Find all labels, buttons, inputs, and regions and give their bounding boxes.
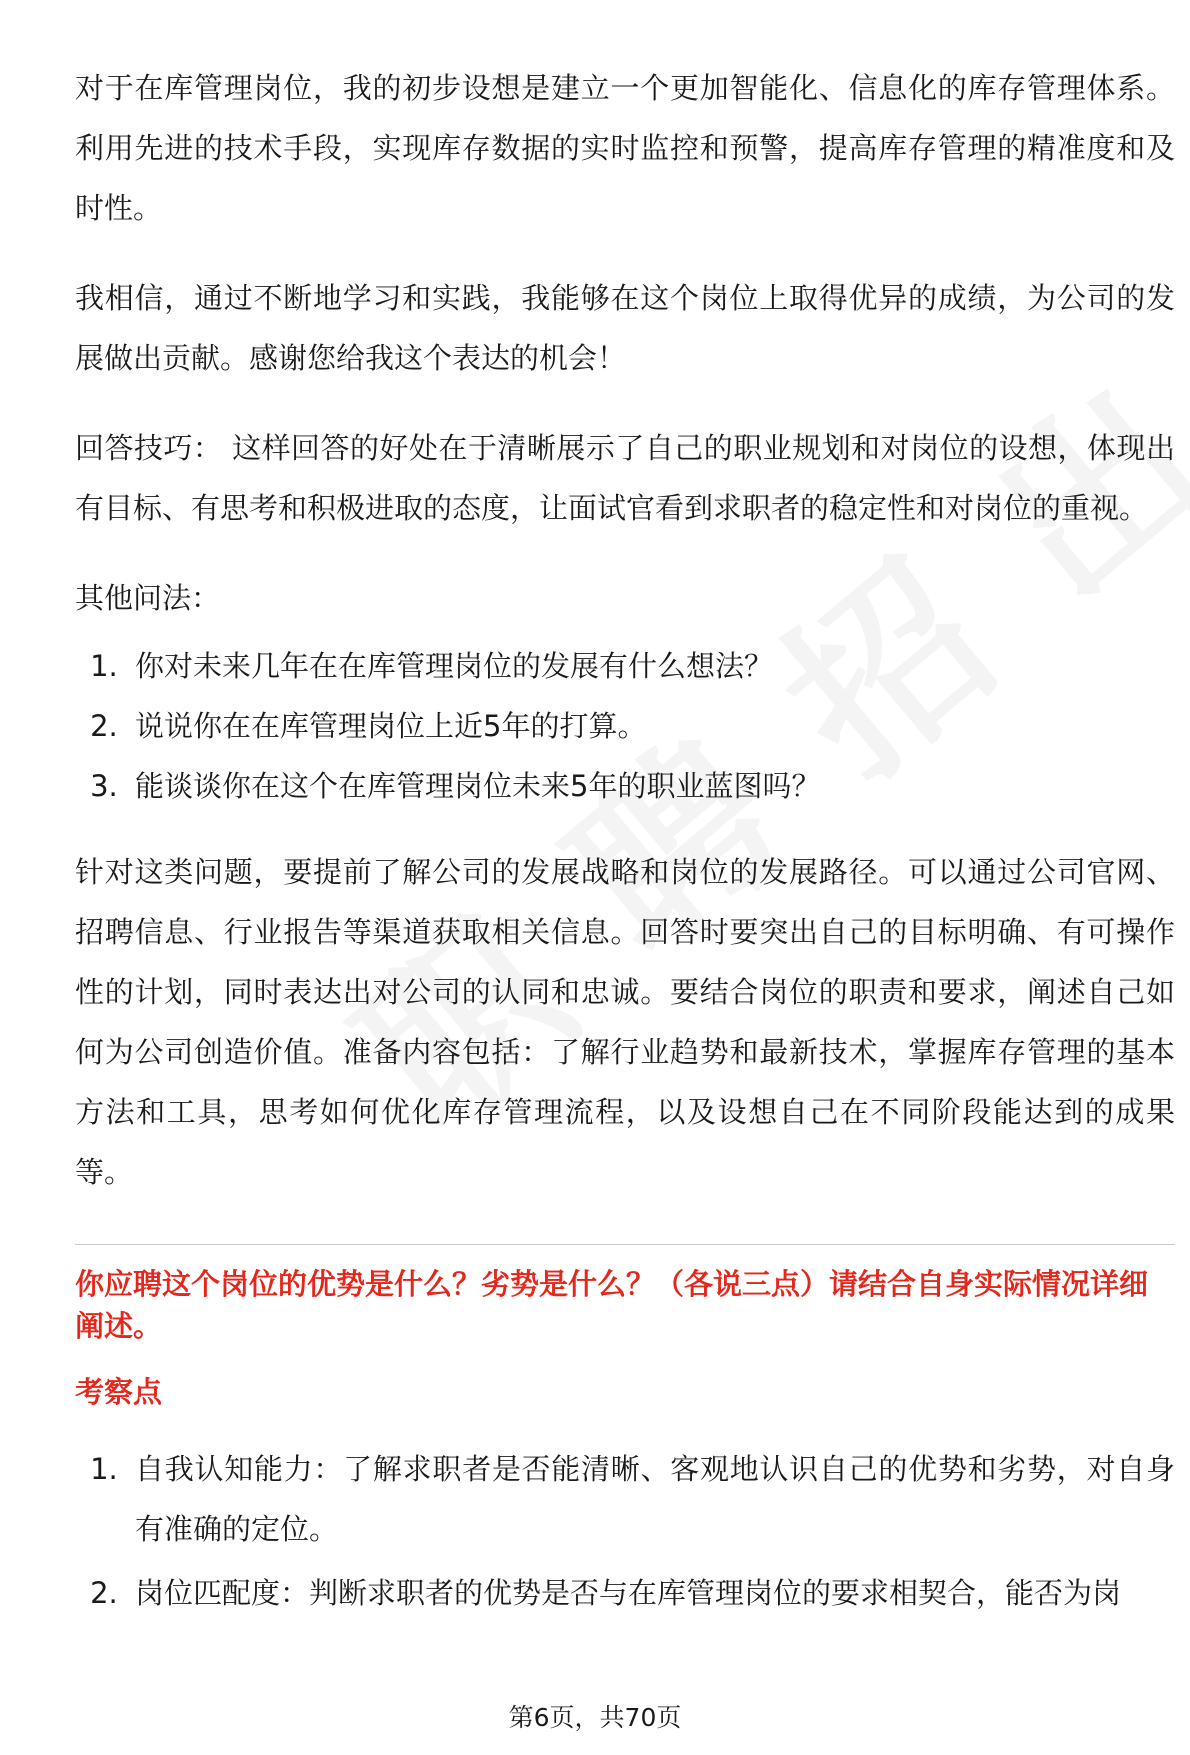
list-item: 2. 说说你在在库管理岗位上近5年的打算。 xyxy=(127,696,1175,756)
list-item: 3. 能谈谈你在这个在库管理岗位未来5年的职业蓝图吗？ xyxy=(127,756,1175,816)
paragraph-other-questions-heading: 其他问法： xyxy=(75,581,221,615)
document-content xyxy=(75,58,1175,1627)
list-item: 1. 自我认知能力：了解求职者是否能清晰、客观地认识自己的优势和劣势，对自身有准确的定位。 xyxy=(127,1439,1175,1559)
paragraph-plan: 对于在库管理岗位，我的初步设想是建立一个更加智能化、信息化的库存管理体系。利用先进的技术手段，实现库存数据的实时监控和预警，提高库存管理的精准度和及时性。 xyxy=(75,71,1175,225)
paragraph-preparation: 针对这类问题，要提前了解公司的发展战略和岗位的发展路径。可以通过公司官网、招聘信息、行业报告等渠道获取相关信息。回答时要突出自己的目标明确、有可操作性的计划，同时表达出对公司的认同和忠诚。要结合岗位的职责和要求，阐述自己如何为公司创造价值。准备内容包括：了解行业趋势和最新技术，掌握库存管理的基本方法和工具，思考如何优化库存管理流程，以及设想自己在不同阶段能达到的成果等。 xyxy=(75,855,1175,1189)
list-item: 2. 岗位匹配度：判断求职者的优势是否与在库管理岗位的要求相契合，能否为岗 xyxy=(127,1563,1175,1623)
assessment-points-list xyxy=(75,1439,1175,1623)
other-questions-list xyxy=(75,636,1175,816)
question-title: 你应聘这个岗位的优势是什么？劣势是什么？（各说三点）请结合自身实际情况详细阐述。 xyxy=(75,1267,1149,1343)
assessment-heading: 考察点 xyxy=(75,1375,163,1409)
page-number: 第6页，共70页 xyxy=(508,1703,682,1732)
list-item: 1. 你对未来几年在在库管理岗位的发展有什么想法？ xyxy=(127,636,1175,696)
section-divider xyxy=(75,1244,1175,1245)
paragraph-answer-tips: 回答技巧： 这样回答的好处在于清晰展示了自己的职业规划和对岗位的设想，体现出有目标、有思考和积极进取的态度，让面试官看到求职者的稳定性和对岗位的重视。 xyxy=(75,431,1175,525)
paragraph-closing: 我相信，通过不断地学习和实践，我能够在这个岗位上取得优异的成绩，为公司的发展做出贡献。感谢您给我这个表达的机会！ xyxy=(75,281,1175,375)
